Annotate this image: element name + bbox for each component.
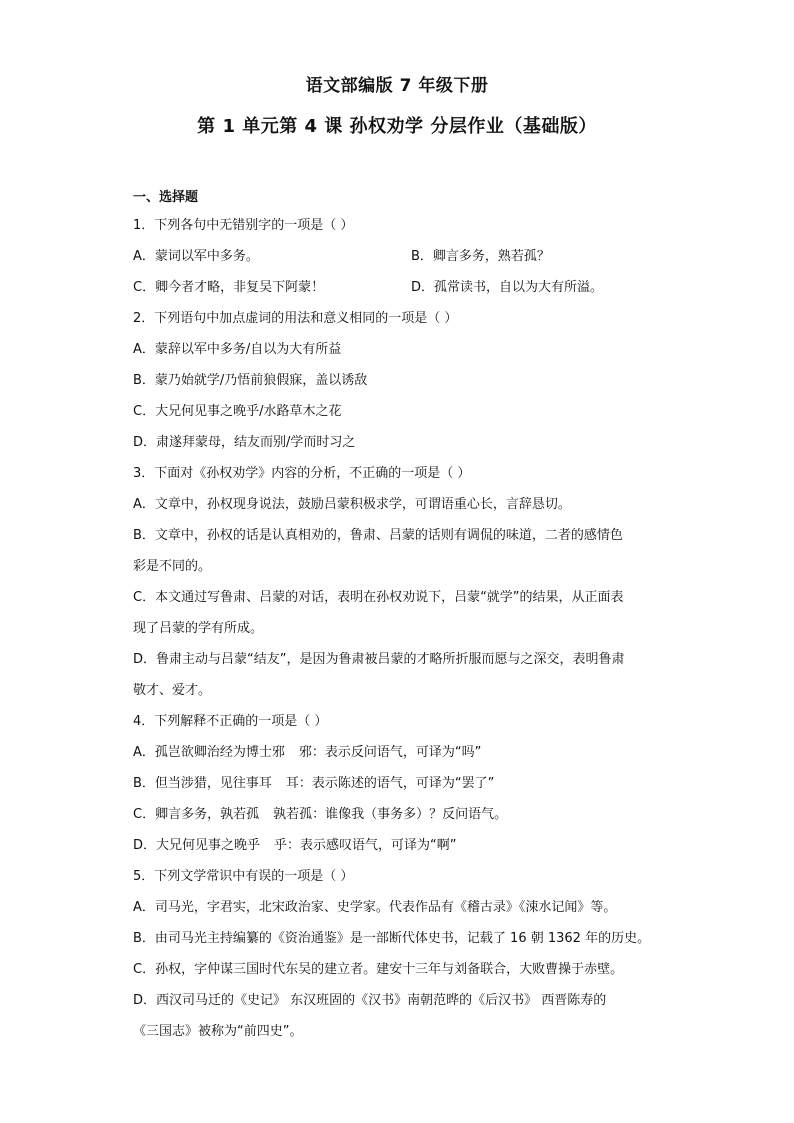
question-4-option-a-phrase: A．孤岂欲卿治经为博士邪 (133, 745, 285, 760)
question-1-options-row-2 (133, 272, 673, 303)
question-4-option-a[interactable] (133, 737, 673, 768)
question-5-option-c[interactable]: C．孙权，字仲谋三国时代东吴的建立者。建安十三年与刘备联合，大败曹操于赤壁。 (133, 962, 624, 977)
question-3-option-d-continued: 敬才、爱才。 (133, 683, 212, 698)
question-5-stem: 5．下列文学常识中有误的一项是（ ） (133, 869, 354, 884)
question-5-option-b[interactable]: B．由司马光主持编纂的《资治通鉴》是一部断代体史书，记载了 16 朝 1362 年的历史。 (133, 931, 651, 946)
question-4-option-b[interactable] (133, 768, 673, 799)
question-3-stem: 3．下面对《孙权劝学》内容的分析，不正确的一项是（ ） (133, 466, 471, 481)
question-1-option-b[interactable]: B．卿言多务，熟若孤？ (411, 249, 550, 264)
question-2-option-c[interactable]: C．大兄何见事之晚乎/水路草木之花 (133, 404, 342, 419)
question-5-option-d[interactable]: D．西汉司马迁的《史记》 东汉班固的《汉书》南朝范晔的《后汉书》 西晋陈寿的 (133, 993, 607, 1008)
question-3-option-b-continued: 彩是不同的。 (133, 559, 212, 574)
question-2-stem: 2．下列语句中加点虚词的用法和意义相同的一项是（ ） (133, 311, 458, 326)
question-1-options-row-1 (133, 241, 673, 272)
section-heading: 一、选择题 (133, 190, 199, 205)
document-subtitle: 第 1 单元第 4 课 孙权劝学 分层作业（基础版） (197, 116, 597, 137)
question-4-option-d[interactable] (133, 830, 673, 861)
question-2-option-d[interactable]: D．肃遂拜蒙母，结友而别/学而时习之 (133, 435, 356, 450)
question-4-option-c-note: 孰若孤：谁像我（事务多）？反问语气。 (273, 807, 508, 822)
question-4-option-b-phrase: B．但当涉猎，见往事耳 (133, 776, 272, 791)
question-2-option-b[interactable]: B．蒙乃始就学/乃悟前狼假寐，盖以诱敌 (133, 373, 368, 388)
question-4-option-d-note: 乎：表示感叹语气，可译为“啊” (274, 838, 457, 853)
question-1-option-c[interactable]: C．卿今者才略，非复吴下阿蒙！ (133, 280, 325, 295)
question-4-option-d-phrase: D．大兄何见事之晚乎 (133, 838, 261, 853)
question-4-option-b-note: 耳：表示陈述的语气，可译为“罢了” (285, 776, 495, 791)
question-5-option-a[interactable]: A．司马光，字君实，北宋政治家、史学家。代表作品有《稽古录》《涑水记闻》等。 (133, 900, 617, 915)
question-4-option-c[interactable] (133, 799, 673, 830)
question-3-option-c-continued: 现了吕蒙的学有所成。 (133, 621, 264, 636)
question-3-option-a[interactable]: A．文章中，孙权现身说法，鼓励吕蒙积极求学，可谓语重心长，言辞恳切。 (133, 497, 571, 512)
question-body (133, 186, 673, 1047)
document-title: 语文部编版 7 年级下册 (305, 76, 489, 96)
question-3-option-b[interactable]: B．文章中，孙权的话是认真相劝的，鲁肃、吕蒙的话则有调侃的味道，二者的感情色 (133, 528, 623, 543)
question-1-option-a[interactable]: A．蒙词以军中多务。 (133, 249, 259, 264)
question-2-option-a[interactable]: A．蒙辞以军中多务/自以为大有所益 (133, 342, 342, 357)
question-5-option-d-continued: 《三国志》被称为“前四史”。 (133, 1024, 303, 1039)
question-3-option-c[interactable]: C．本文通过写鲁肃、吕蒙的对话，表明在孙权劝说下，吕蒙“就学”的结果，从正面表 (133, 590, 624, 605)
question-4-option-a-note: 邪：表示反问语气，可译为“吗” (298, 745, 482, 760)
question-1-stem: 1．下列各句中无错别字的一项是（ ） (133, 218, 354, 233)
question-1-option-d[interactable]: D．孤常读书，自以为大有所溢。 (411, 280, 604, 295)
question-3-option-d[interactable]: D．鲁肃主动与吕蒙“结友”，是因为鲁肃被吕蒙的才略所折服而愿与之深交，表明鲁肃 (133, 652, 625, 667)
question-4-option-c-phrase: C．卿言多务，孰若孤 (133, 807, 260, 822)
question-4-stem: 4．下列解释不正确的一项是（ ） (133, 714, 328, 729)
